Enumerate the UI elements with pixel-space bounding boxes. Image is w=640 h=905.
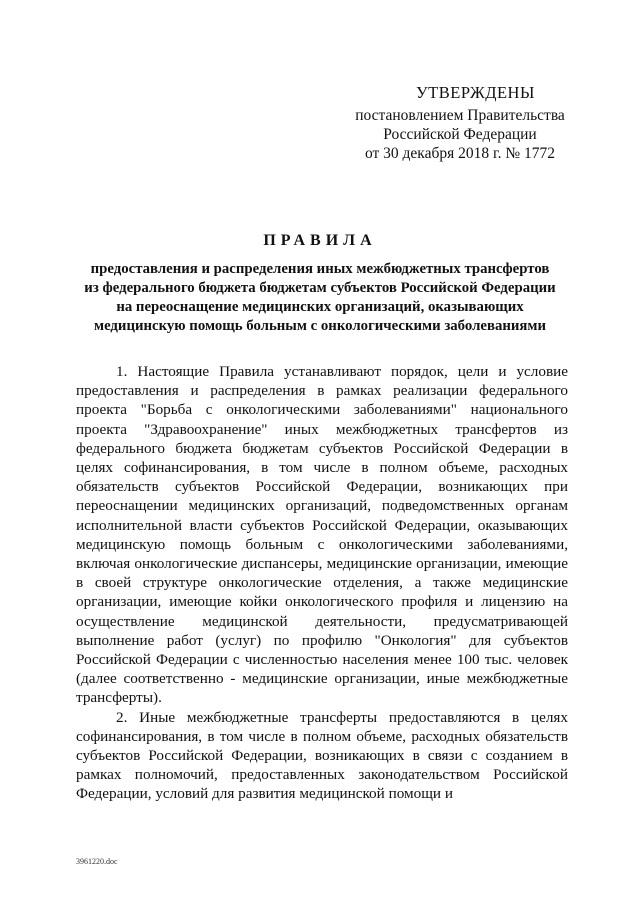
approval-line-decree: постановлением Правительства: [355, 107, 565, 124]
document-file-code: 3961220.doc: [76, 857, 118, 866]
subtitle-line-4: медицинскую помощь больным с онкологическими заболеваниями: [93, 318, 546, 334]
approval-line-date-number: от 30 декабря 2018 г. № 1772: [364, 145, 556, 162]
paragraph-2: 2. Иные межбюджетные трансферты предоставляются в целях софинансирования, в том числе в полном объеме, расходных обязательств субъектов Российской Федерации, возникающих в связи с созданием в рамках полномочий, предоставленных законодательством Российской Федерации, условий для развития медицинской помощи и: [76, 708, 568, 803]
approval-block: [350, 83, 570, 163]
subtitle-line-2: из федерального бюджета бюджетам субъектов Российской Федерации: [84, 280, 556, 296]
approval-heading: УТВЕРЖДЕНЫ: [416, 83, 535, 102]
document-subtitle: [60, 260, 580, 336]
subtitle-line-3: на переоснащение медицинских организаций, оказывающих: [116, 299, 524, 315]
paragraph-1: 1. Настоящие Правила устанавливают порядок, цели и условие предоставления и распределения в рамках реализации федерального проекта "Борьба с онкологическими заболеваниями" национального проекта "Здравоохранение" иных межбюджетных трансфертов из федерального бюджета бюджетам субъектов Российской Федерации в целях софинансирования, в том числе в полном объеме, расходных обязательств субъектов Российской Федерации, возникающих при переоснащении медицинских организаций, подведомственных органам исполнительной власти субъектов Российской Федерации, оказывающих медицинскую помощь больным с онкологическими заболеваниями, включая онкологические диспансеры, медицинские организации, имеющие в своей структуре онкологические отделения, а также медицинские организации, имеющие койки онкологического профиля и лицензию на осуществление медицинской деятельности, предусматривающей выполнение работ (услуг) по профилю "Онкология" для субъектов Российской Федерации с численностью населения менее 100 тыс. человек (далее соответственно - медицинские организации, иные межбюджетные трансферты).: [76, 363, 568, 707]
document-body: [76, 362, 568, 804]
subtitle-line-1: предоставления и распределения иных межбюджетных трансфертов: [90, 261, 550, 277]
document-title: ПРАВИЛА: [263, 232, 377, 249]
approval-line-government: Российской Федерации: [383, 126, 537, 143]
